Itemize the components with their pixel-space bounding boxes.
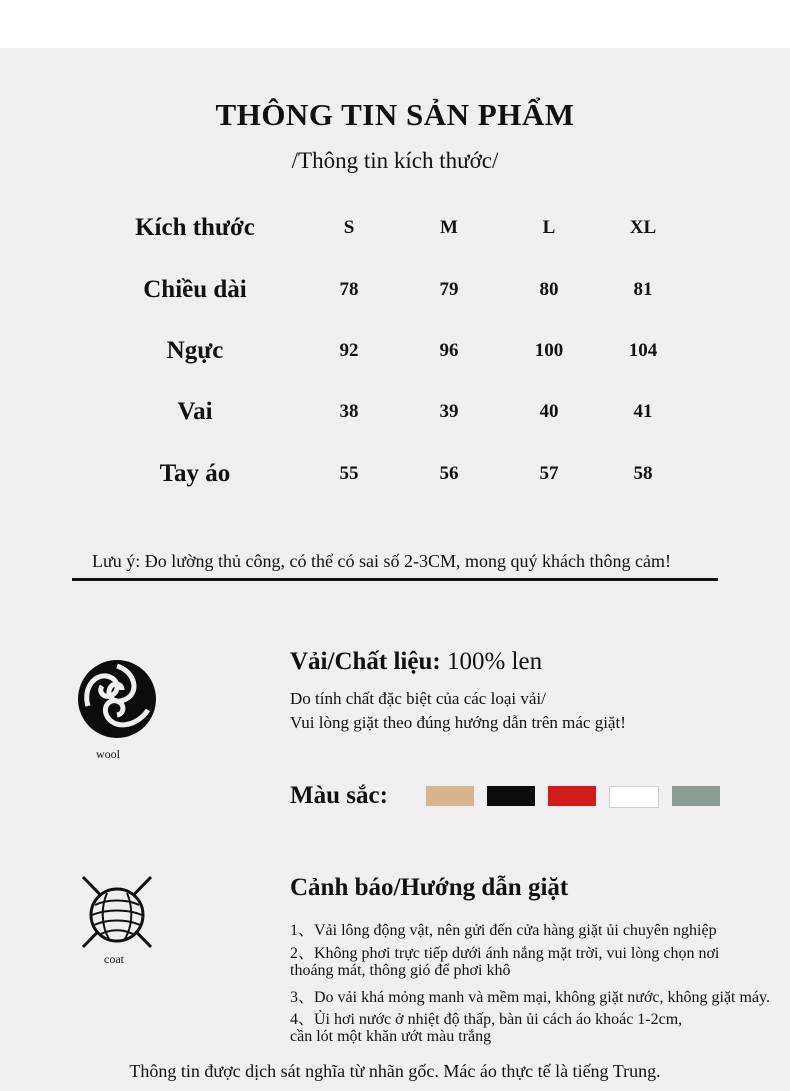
- color-swatch: [672, 786, 720, 806]
- coat-icon-caption: coat: [104, 952, 124, 966]
- table-cell: 79: [439, 279, 459, 300]
- color-swatch: [548, 786, 596, 806]
- wool-icon: [76, 658, 158, 740]
- table-cell: 80: [539, 279, 559, 300]
- size-header-cell: M: [440, 217, 458, 238]
- table-cell: 39: [439, 401, 459, 422]
- row-label: Ngực: [166, 337, 224, 364]
- table-cell: 100: [534, 340, 564, 361]
- care-instruction: thoáng mát, thông gió để phơi khô: [290, 962, 511, 979]
- table-row: [0, 392, 790, 432]
- colors-label: Màu sắc:: [290, 782, 388, 809]
- care-instruction: cần lót một khăn ướt màu trắng: [290, 1028, 492, 1045]
- table-cell: 57: [539, 463, 559, 484]
- color-swatch: [426, 786, 474, 806]
- page-title: THÔNG TIN SẢN PHẨM: [215, 97, 575, 132]
- row-label: Vai: [177, 398, 213, 425]
- material-line: [290, 648, 542, 676]
- wool-icon-caption: wool: [96, 747, 120, 761]
- table-cell: 81: [633, 279, 653, 300]
- table-cell: 41: [633, 401, 653, 422]
- table-cell: 55: [339, 463, 359, 484]
- table-cell: 92: [339, 340, 359, 361]
- table-cell: 56: [439, 463, 459, 484]
- divider: [72, 578, 718, 581]
- table-cell: 38: [339, 401, 359, 422]
- color-swatch: [487, 786, 535, 806]
- care-instruction: 4、Ủi hơi nước ở nhiệt độ thấp, bàn ủi cách áo khoác 1-2cm,: [290, 1011, 683, 1028]
- table-row: [0, 454, 790, 494]
- size-header-cell: XL: [629, 217, 657, 238]
- table-cell: 104: [628, 340, 658, 361]
- size-header-label: Kích thước: [135, 214, 255, 241]
- care-instruction: 2、Không phơi trực tiếp dưới ánh nắng mặt trời, vui lòng chọn nơi: [290, 945, 720, 962]
- row-label: Chiều dài: [143, 276, 247, 303]
- row-label: Tay áo: [159, 460, 231, 487]
- care-title: Cảnh báo/Hướng dẫn giặt: [290, 874, 569, 901]
- page-subtitle: /Thông tin kích thước/: [291, 148, 499, 173]
- color-swatch: [609, 786, 659, 808]
- size-header-cell: L: [542, 217, 556, 238]
- table-cell: 78: [339, 279, 359, 300]
- measurement-note: Lưu ý: Đo lường thủ công, có thể có sai số 2-3CM, mong quý khách thông cảm!: [92, 551, 671, 571]
- size-header-row: [0, 208, 790, 248]
- table-row: [0, 331, 790, 371]
- coat-icon: [77, 873, 157, 951]
- table-cell: 40: [539, 401, 559, 422]
- material-desc: Do tính chất đặc biệt của các loại vải/: [290, 689, 546, 708]
- table-cell: 58: [633, 463, 653, 484]
- care-instruction: 3、Do vải khá mỏng manh và mềm mại, không giặt nước, không giặt máy.: [290, 989, 771, 1006]
- footer-note: Thông tin được dịch sát nghĩa từ nhãn gốc. Mác áo thực tế là tiếng Trung.: [129, 1061, 661, 1081]
- material-label: Vải/Chất liệu:: [290, 648, 441, 675]
- care-instruction: 1、Vải lông động vật, nên gửi đến cửa hàng giặt ủi chuyên nghiệp: [290, 922, 717, 939]
- material-desc: Vui lòng giặt theo đúng hướng dẫn trên mác giặt!: [290, 713, 626, 732]
- material-value: 100% len: [446, 648, 543, 675]
- size-table: [0, 0, 790, 520]
- table-cell: 96: [439, 340, 459, 361]
- table-row: [0, 270, 790, 310]
- size-header-cell: S: [343, 217, 355, 238]
